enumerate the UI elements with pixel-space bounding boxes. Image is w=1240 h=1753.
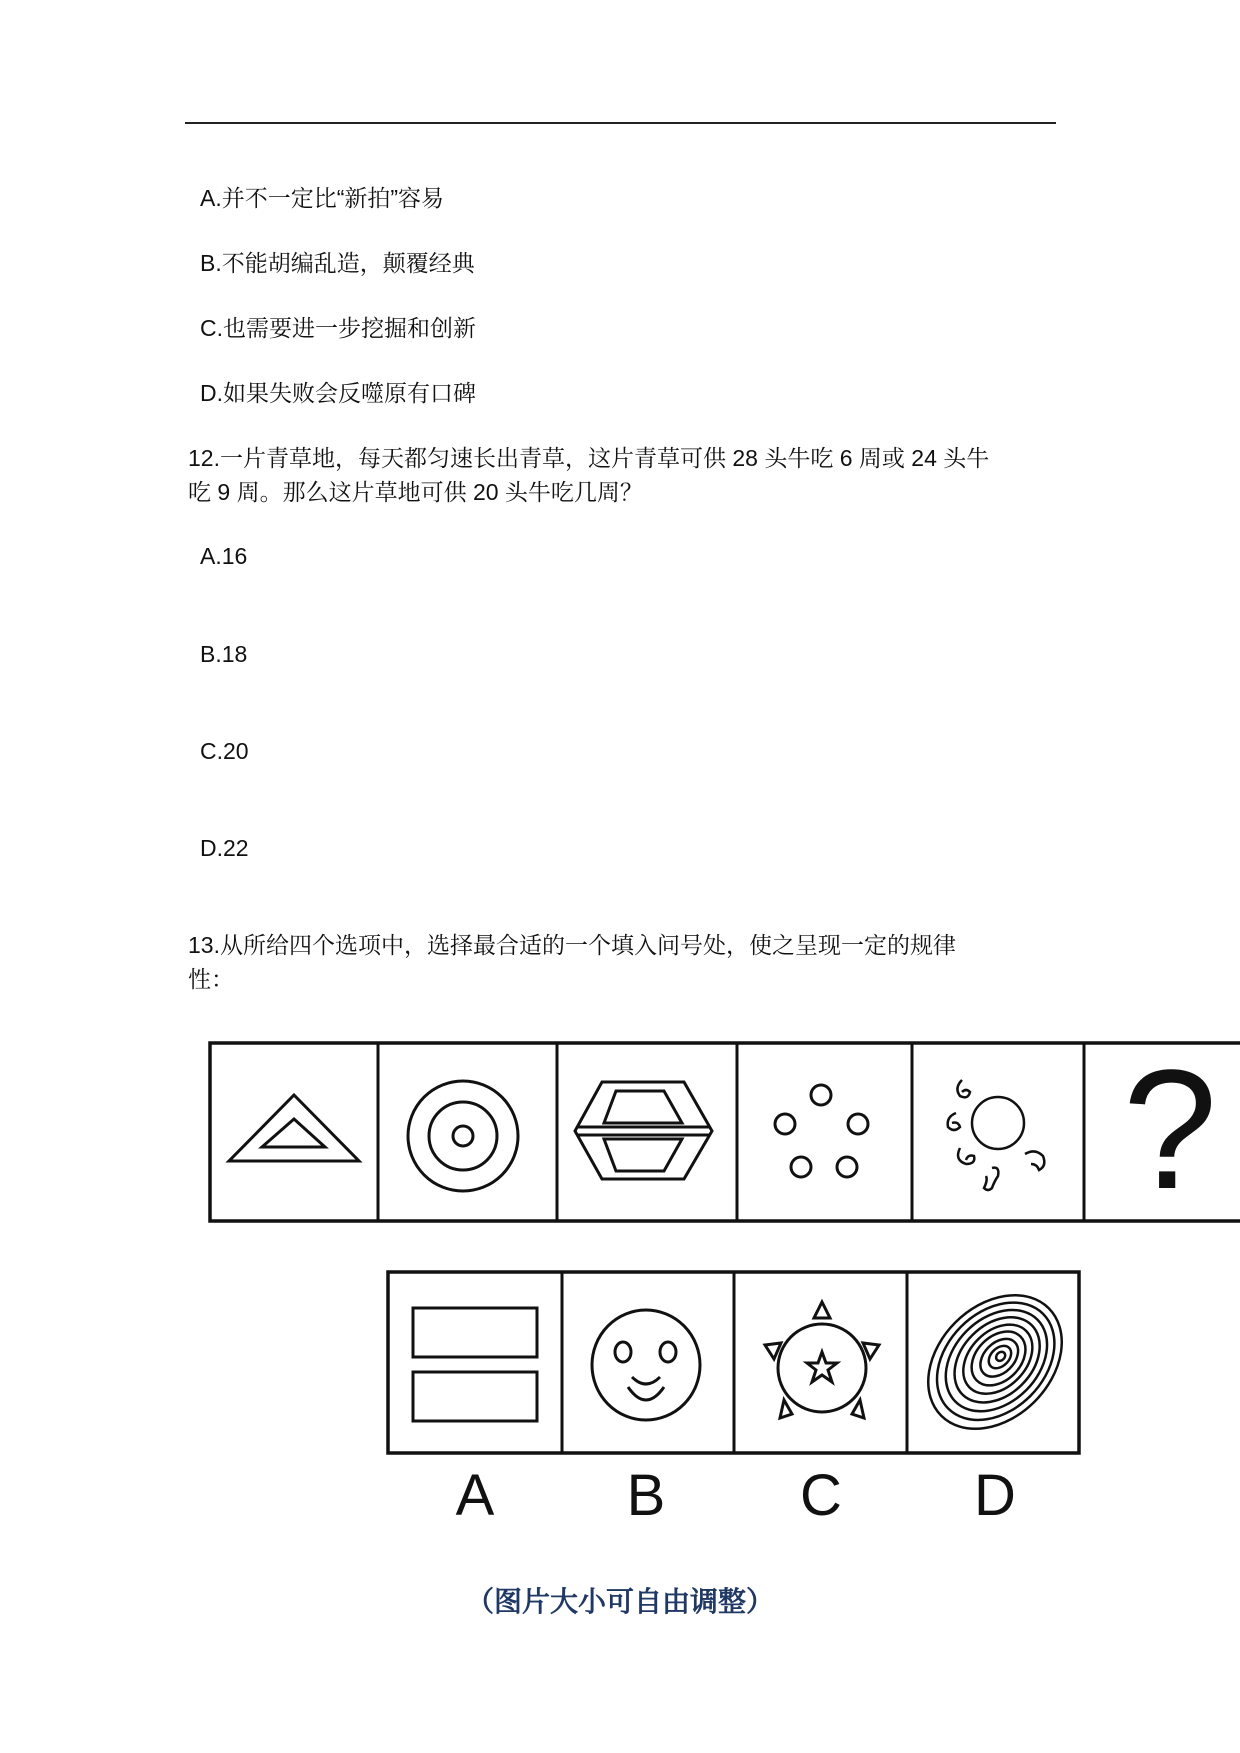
image-resize-caption: （图片大小可自由调整） [465,1586,774,1617]
q12-option-b: B.18 [200,641,248,667]
option-label-c: C [800,1463,842,1528]
question-mark: ? [1122,1035,1218,1225]
sequence-row [210,1043,1240,1221]
q11-option-c: C.也需要进一步挖掘和创新 [200,315,476,341]
q11-option-a: A.并不一定比“新拍”容易 [200,185,445,211]
option-d-spiral-ellipses[interactable] [902,1269,1089,1456]
q11-option-b: B.不能胡编乱造，颠覆经典 [200,250,475,276]
option-a-two-rectangles[interactable] [413,1308,537,1421]
option-label-d: D [974,1463,1016,1528]
q13-line-2: 性： [188,966,234,992]
option-b-smiley-face[interactable] [592,1310,700,1420]
q12-option-a: A.16 [200,543,248,569]
q12-line-1: 12.一片青草地，每天都匀速长出青草，这片青草可供 28 头牛吃 6 周或 24 头牛 [188,445,990,471]
concentric-circles-figure [408,1081,518,1191]
option-label-a: A [455,1463,495,1528]
circle-with-curls-figure [948,1080,1045,1190]
hexagon-trapezoids-figure [575,1082,712,1179]
q13-line-1: 13.从所给四个选项中，选择最合适的一个填入问号处，使之呈现一定的规律 [188,932,956,958]
q12-option-c: C.20 [200,738,249,764]
q11-option-d: D.如果失败会反噬原有口碑 [200,380,476,406]
option-c-star-circle[interactable] [765,1302,879,1418]
five-circles-figure [775,1085,868,1177]
option-label-b: B [626,1463,666,1528]
q12-option-d: D.22 [200,835,249,861]
q12-line-2: 吃 9 周。那么这片草地可供 20 头牛吃几周？ [188,479,643,505]
nested-triangles-figure [229,1095,359,1161]
answer-options-row [388,1272,1079,1453]
